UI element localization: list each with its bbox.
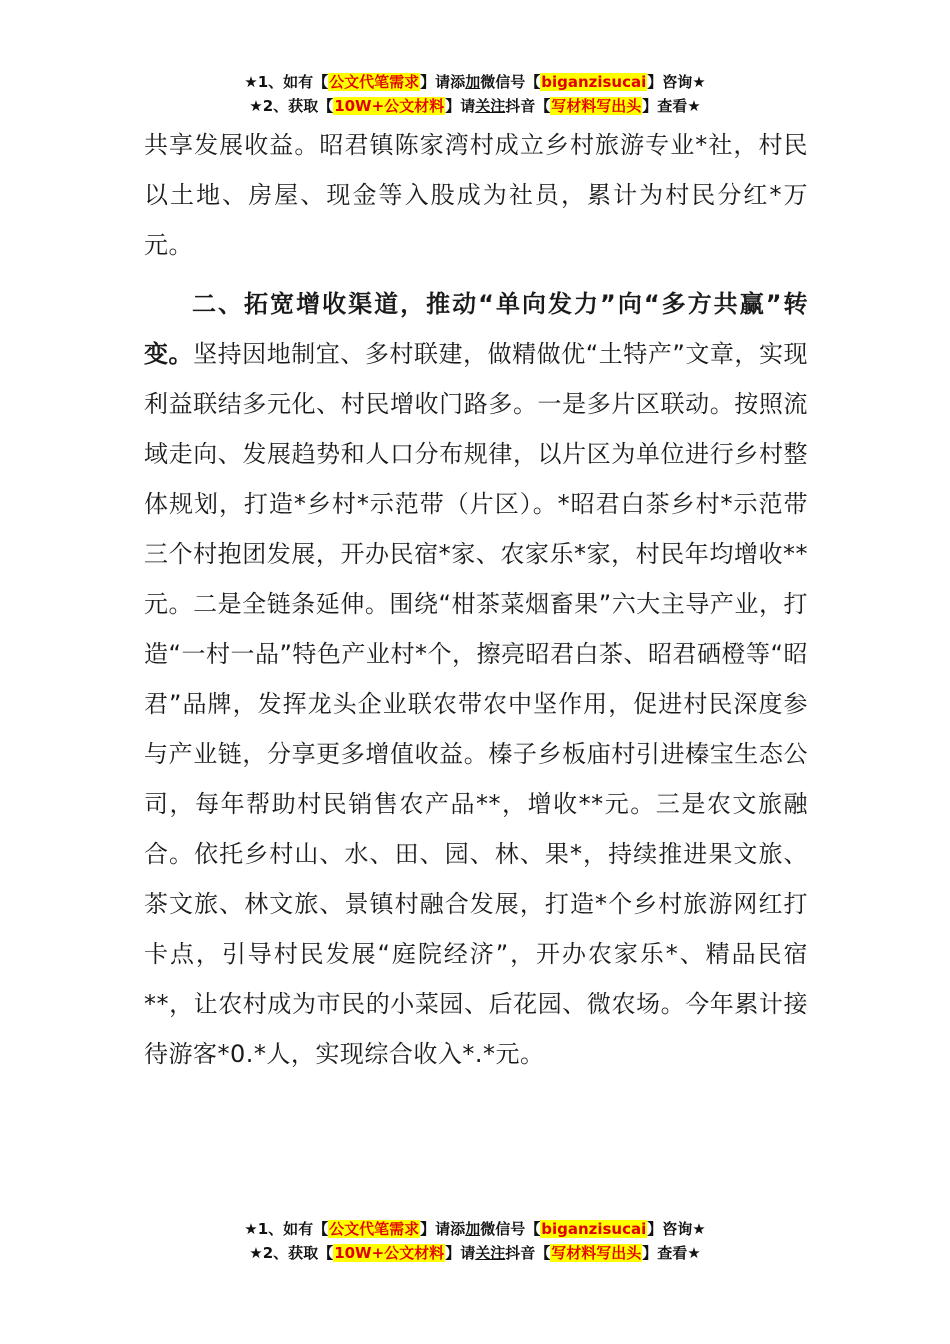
promo-highlight: 10W+公文材料 (334, 97, 445, 115)
promo-text-underlined: 加 (465, 1220, 481, 1238)
promo-highlight: biganzisucai (541, 73, 647, 91)
paragraph-2-body: 坚持因地制宜、多村联建，做精做优“土特产”文章，实现利益联结多元化、村民增收门路多。一是多片区联动。按照流域走向、发展趋势和人口分布规律，以片区为单位进行乡村整体规划，打造*乡村*示范带（片区）。*昭君白茶乡村*示范带三个村抱团发展，开办民宿*家、农家乐*家，村民年均增收**元。二是全链条延伸。围绕“柑茶菜烟畜果”六大主导产业，打造“一村一品”特色产业村*个，擦亮昭君白茶、昭君硒橙等“昭君”品牌，发挥龙头企业联农带农中坚作用，促进村民深度参与产业链，分享更多增值收益。榛子乡板庙村引进榛宝生态公司，每年帮助村民销售农产品**，增收**元。三是农文旅融合。依托乡村山、水、田、园、林、果*，持续推进果文旅、茶文旅、林文旅、景镇村融合发展，打造*个乡村旅游网红打卡点，引导村民发展“庭院经济”，开办农家乐*、精品民宿**，让农村成为市民的小菜园、后花园、微农场。今年累计接待游客*0.*人，实现综合收入*.*元。 (144, 340, 809, 1068)
promo-highlight: 10W+公文材料 (334, 1244, 445, 1262)
promo-highlight: 公文代笔需求 (329, 73, 420, 91)
promo-text: 】请添 (420, 73, 466, 91)
promo-text: 】请 (445, 97, 476, 115)
promo-text: ★2、获取【 (249, 1244, 334, 1262)
top-promo-banner (0, 70, 950, 118)
promo-line-2 (0, 1241, 950, 1265)
promo-text: 】查看★ (642, 1244, 701, 1262)
promo-text: 】咨询★ (647, 1220, 706, 1238)
promo-highlight: 写材料写出头 (551, 1244, 642, 1262)
promo-highlight: 写材料写出头 (551, 97, 642, 115)
promo-text: 抖音【 (505, 97, 551, 115)
promo-highlight: 公文代笔需求 (329, 1220, 420, 1238)
promo-text: 】查看★ (642, 97, 701, 115)
promo-text: ★1、如有【 (244, 1220, 329, 1238)
promo-text-underlined: 关注 (475, 97, 506, 115)
promo-line-1 (0, 1217, 950, 1241)
promo-text: 抖音【 (505, 1244, 551, 1262)
paragraph-1: 共享发展收益。昭君镇陈家湾村成立乡村旅游专业*社，村民以土地、房屋、现金等入股成为社员，累计为村民分红*万元。 (144, 131, 808, 259)
promo-text-underlined: 关注 (475, 1244, 506, 1262)
promo-highlight: biganzisucai (541, 1220, 647, 1238)
promo-text-underlined: 加 (465, 73, 481, 91)
promo-text: ★2、获取【 (249, 97, 334, 115)
promo-text: 】请 (445, 1244, 476, 1262)
promo-text: 】请添 (420, 1220, 466, 1238)
promo-text: 微信号【 (480, 73, 541, 91)
promo-line-1 (0, 70, 950, 94)
section-heading: 二、拓宽增收渠道，推动“单向发力”向“多方共赢”转变。 (144, 290, 808, 368)
promo-line-2 (0, 94, 950, 118)
bottom-promo-banner (0, 1217, 950, 1265)
paragraph-2 (144, 279, 808, 1079)
promo-text: ★1、如有【 (244, 73, 329, 91)
document-body (144, 120, 808, 1079)
promo-text: 】咨询★ (647, 73, 706, 91)
promo-text: 微信号【 (480, 1220, 541, 1238)
